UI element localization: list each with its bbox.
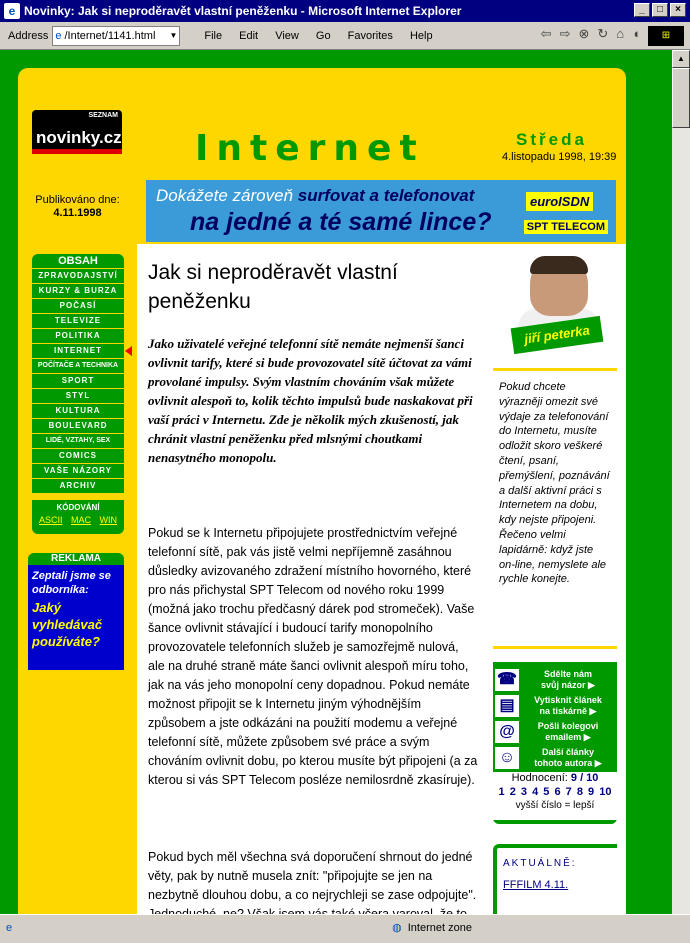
encoding-label: KÓDOVÁNÍ xyxy=(56,503,100,512)
novinky-logo[interactable] xyxy=(32,110,122,154)
page-viewport xyxy=(0,50,672,914)
close-button[interactable]: × xyxy=(670,3,686,17)
section-title: Internet xyxy=(195,128,425,169)
window-title: Novinky: Jak si neproděravět vlastní peněženku - Microsoft Internet Explorer xyxy=(24,4,462,18)
forward-icon[interactable]: ⇨ xyxy=(559,26,571,41)
rating-label: Hodnocení: xyxy=(511,772,571,784)
author-hair xyxy=(530,256,588,274)
rating-option[interactable]: 10 xyxy=(599,786,612,798)
banner-brand: SPT TELECOM xyxy=(524,220,608,234)
rating-option[interactable]: 7 xyxy=(565,786,572,798)
banner-line1 xyxy=(156,186,474,206)
rating-option[interactable]: 8 xyxy=(576,786,583,798)
news-link[interactable]: FFFILM 4.11. xyxy=(503,879,569,891)
article-lead: Jako uživatelé veřejné telefonní sítě nemáte nejmenší šanci ovlivnit tarify, které si bude provozovatel sítě účtovat za vámi provolané impulsy. Svým vlastním chováním však můžete ovlivnit alespoň to, kolik těchto impulsů bude naskakovat při vaší práci v Internetu. Zde je několik mých zkušeností, jak chránit vlastní peněženku před mlsnými choutkami nenasytného monopolu. xyxy=(148,336,473,465)
sound-icon[interactable]: ◖ xyxy=(632,26,640,41)
tool-feedback-line1: Sdělte nám xyxy=(543,669,592,679)
stop-icon[interactable]: ⊗ xyxy=(578,26,590,41)
author-photo xyxy=(512,256,604,352)
menu-edit[interactable]: Edit xyxy=(239,29,259,42)
ad-banner[interactable] xyxy=(146,180,616,242)
printer-icon: ▤ xyxy=(495,695,519,717)
menu-file[interactable]: File xyxy=(204,29,223,42)
news-heading: AKTUÁLNĚ: xyxy=(503,858,577,869)
back-icon[interactable]: ⇦ xyxy=(540,26,552,41)
encoding-options xyxy=(32,515,124,525)
ad-line1: Zeptali jsme se odborníka: xyxy=(32,570,111,596)
minimize-button[interactable]: _ xyxy=(634,3,650,17)
encoding-win[interactable]: WIN xyxy=(99,515,118,525)
tool-email-label xyxy=(521,721,615,743)
chevron-down-icon[interactable]: ▼ xyxy=(169,31,178,40)
nav-item-styl[interactable]: STYL xyxy=(32,388,124,403)
nav-item-archiv[interactable]: ARCHIV xyxy=(32,478,124,493)
logo-bar xyxy=(32,149,122,154)
rating-line xyxy=(493,772,617,784)
browser-toolbar xyxy=(0,22,690,50)
maximize-button[interactable]: □ xyxy=(652,3,668,17)
tool-print-label xyxy=(521,695,615,717)
nav-heading: OBSAH xyxy=(32,254,124,268)
home-icon[interactable]: ⌂ xyxy=(616,26,625,41)
rating-option[interactable]: 4 xyxy=(532,786,539,798)
article-paragraph-2: Pokud bych měl všechna svá doporučení shrnout do jedné věty, pak by nutně musela znít: "připojujte se jen na nezbytně dlouhou dobu, a co nejrychleji se zase odpojujte". xyxy=(148,850,477,902)
nav-item-comics[interactable]: COMICS xyxy=(32,448,124,463)
tool-print[interactable] xyxy=(493,692,617,720)
rating-option[interactable]: 2 xyxy=(509,786,516,798)
day-name: Středa xyxy=(516,130,587,149)
tool-feedback[interactable] xyxy=(493,666,617,694)
rating-option[interactable]: 3 xyxy=(520,786,528,798)
ad-box[interactable] xyxy=(28,565,124,670)
tool-author-line1: Další články xyxy=(541,747,595,757)
nav-item-politika[interactable]: POLITIKA xyxy=(32,328,124,343)
address-label: Address xyxy=(8,29,49,42)
refresh-icon[interactable]: ↻ xyxy=(597,26,609,41)
logo-text: novinky.cz xyxy=(36,128,122,147)
menu-help[interactable]: Help xyxy=(409,29,433,42)
nav-item-internet[interactable]: INTERNET xyxy=(32,343,124,358)
rating-option[interactable]: 9 xyxy=(588,786,595,798)
published-date: 4.11.1998 xyxy=(53,207,102,219)
scroll-thumb[interactable] xyxy=(672,68,690,128)
encoding-box xyxy=(32,500,124,534)
rating-option[interactable]: 6 xyxy=(554,786,561,798)
ie-logo-icon: e xyxy=(4,3,20,19)
nav-item-kurzy[interactable]: KURZY & BURZA xyxy=(32,283,124,298)
author-name: jiří peterka xyxy=(511,316,604,354)
page-background xyxy=(0,50,672,914)
nav-item-nazory[interactable]: VAŠE NÁZORY xyxy=(32,463,124,478)
divider xyxy=(493,368,617,371)
face-icon: ☺ xyxy=(495,747,519,769)
banner-line1b: surfovat a telefonovat xyxy=(297,186,475,205)
date-time: 4.listopadu 1998, 19:39 xyxy=(502,151,617,163)
menu-view[interactable]: View xyxy=(275,29,299,42)
sidebar-note: Pokud chcete výrazněji omezit své výdaje za telefonování do Internetu, musíte odložit skoro veškeré čtení, psaní, přemýšlení, poznávání a další aktivní práci s Internetem na dobu, kdy nejste připojeni. Řečeno velmi lapidárně: když jste on-line, nemyslete ale rychle konejte. xyxy=(499,381,610,586)
published-label: Publikováno dne: xyxy=(35,194,120,206)
status-zone-icon: ◍ xyxy=(392,922,402,934)
nav-item-pocitace[interactable]: POČÍTAČE A TECHNIKA xyxy=(32,358,124,373)
tool-email-line1: Pošli kolegovi xyxy=(537,721,599,731)
status-page-icon: e xyxy=(6,921,13,934)
vertical-scrollbar[interactable] xyxy=(672,50,690,914)
rating-note: vyšší číslo = lepší xyxy=(515,800,595,811)
tool-author-label xyxy=(521,747,615,769)
menu-go[interactable]: Go xyxy=(315,29,331,42)
rating-box xyxy=(493,772,617,820)
rating-value: 9 / 10 xyxy=(570,772,599,784)
banner-badge: euroISDN xyxy=(526,192,593,211)
current-section-marker-icon xyxy=(125,346,132,356)
nav-item-pocasi[interactable]: POČASÍ xyxy=(32,298,124,313)
menu-bar xyxy=(190,30,432,42)
section-nav xyxy=(32,254,124,493)
ad-heading: REKLAMA xyxy=(28,553,124,565)
tool-feedback-line2: svůj názor ▶ xyxy=(541,680,595,690)
nav-item-sport[interactable]: SPORT xyxy=(32,373,124,388)
windows-logo-icon: ⊞ xyxy=(648,26,684,46)
rating-option[interactable]: 1 xyxy=(498,786,505,798)
banner-line1a: Dokážete zároveň xyxy=(156,186,298,205)
address-value: /Internet/1141.html xyxy=(64,29,156,42)
status-zone: Internet zone xyxy=(407,921,472,934)
tool-print-line1: Vytisknit článek xyxy=(534,695,602,705)
tool-print-line2: na tiskárně ▶ xyxy=(539,706,597,716)
nav-item-zpravodajstvi[interactable]: ZPRAVODAJSTVÍ xyxy=(32,268,124,283)
nav-item-kultura[interactable]: KULTURA xyxy=(32,403,124,418)
encoding-ascii[interactable]: ASCII xyxy=(38,515,63,525)
published-info xyxy=(30,194,125,220)
nav-item-televize[interactable]: TELEVIZE xyxy=(32,313,124,328)
tool-author-line2: tohoto autora ▶ xyxy=(534,758,602,768)
tool-feedback-label xyxy=(521,669,615,691)
article-paragraph-1: Pokud se k Internetu připojujete prostřednictvím veřejné telefonní sítě, pak vás jistě velmi nepříjemně zasáhnou důsledky avizovaného zdražení místního hovorného, které pro nás přichystal SPT Telecom od nového roku 1999 (možná jako trochu předčasný dárek pod stromeček). Vaše šance ovlivnit stávající i budoucí tarify monopolního provozovatele telefonních služeb je samozřejmě nulová, ale na druhé straně máte šanci ovlivnit alespoň míru toho, jak na vás jeho monopolní ceny dopadnou. Pokud nemáte možnost připojit se k Internetu jiným výhodnějším způsobem a jste odkázáni na použití modemu a veřejné telefonní sítě, můžete způsobem své práce a svým chováním ovlivnit dobu, po kterou musíte být připojeni (a za kterou si vás SPT Telecom posléze nemilosrdně zkasíruje). xyxy=(148,526,478,787)
article-title: Jak si neproděravět vlastní peněženku xyxy=(148,261,398,313)
menu-favorites[interactable]: Favorites xyxy=(347,29,393,42)
banner-line2: na jedné a té samé lince? xyxy=(190,208,492,236)
phone-icon: ☎ xyxy=(495,669,519,691)
nav-item-boulevard[interactable]: BOULEVARD xyxy=(32,418,124,433)
scroll-up-icon[interactable]: ▲ xyxy=(672,50,690,68)
window-titlebar xyxy=(0,0,690,22)
ad-line2: Jaký vyhledávač používáte? xyxy=(32,600,103,649)
address-field[interactable] xyxy=(52,26,180,46)
tool-email-line2: emailem ▶ xyxy=(545,732,591,742)
page-icon: e xyxy=(55,29,62,42)
rating-option[interactable]: 5 xyxy=(543,786,550,798)
nav-buttons xyxy=(541,26,684,46)
logo-seznam: SEZNAM xyxy=(88,112,118,119)
divider xyxy=(493,646,617,649)
nav-item-lide[interactable]: LIDÉ, VZTAHY, SEX xyxy=(32,433,124,448)
encoding-mac[interactable]: MAC xyxy=(71,515,91,525)
rating-scale xyxy=(493,786,617,798)
news-box xyxy=(493,844,617,914)
tool-author-articles[interactable] xyxy=(493,744,617,772)
tool-email[interactable] xyxy=(493,718,617,746)
email-icon: @ xyxy=(495,721,519,743)
status-bar xyxy=(0,914,690,940)
